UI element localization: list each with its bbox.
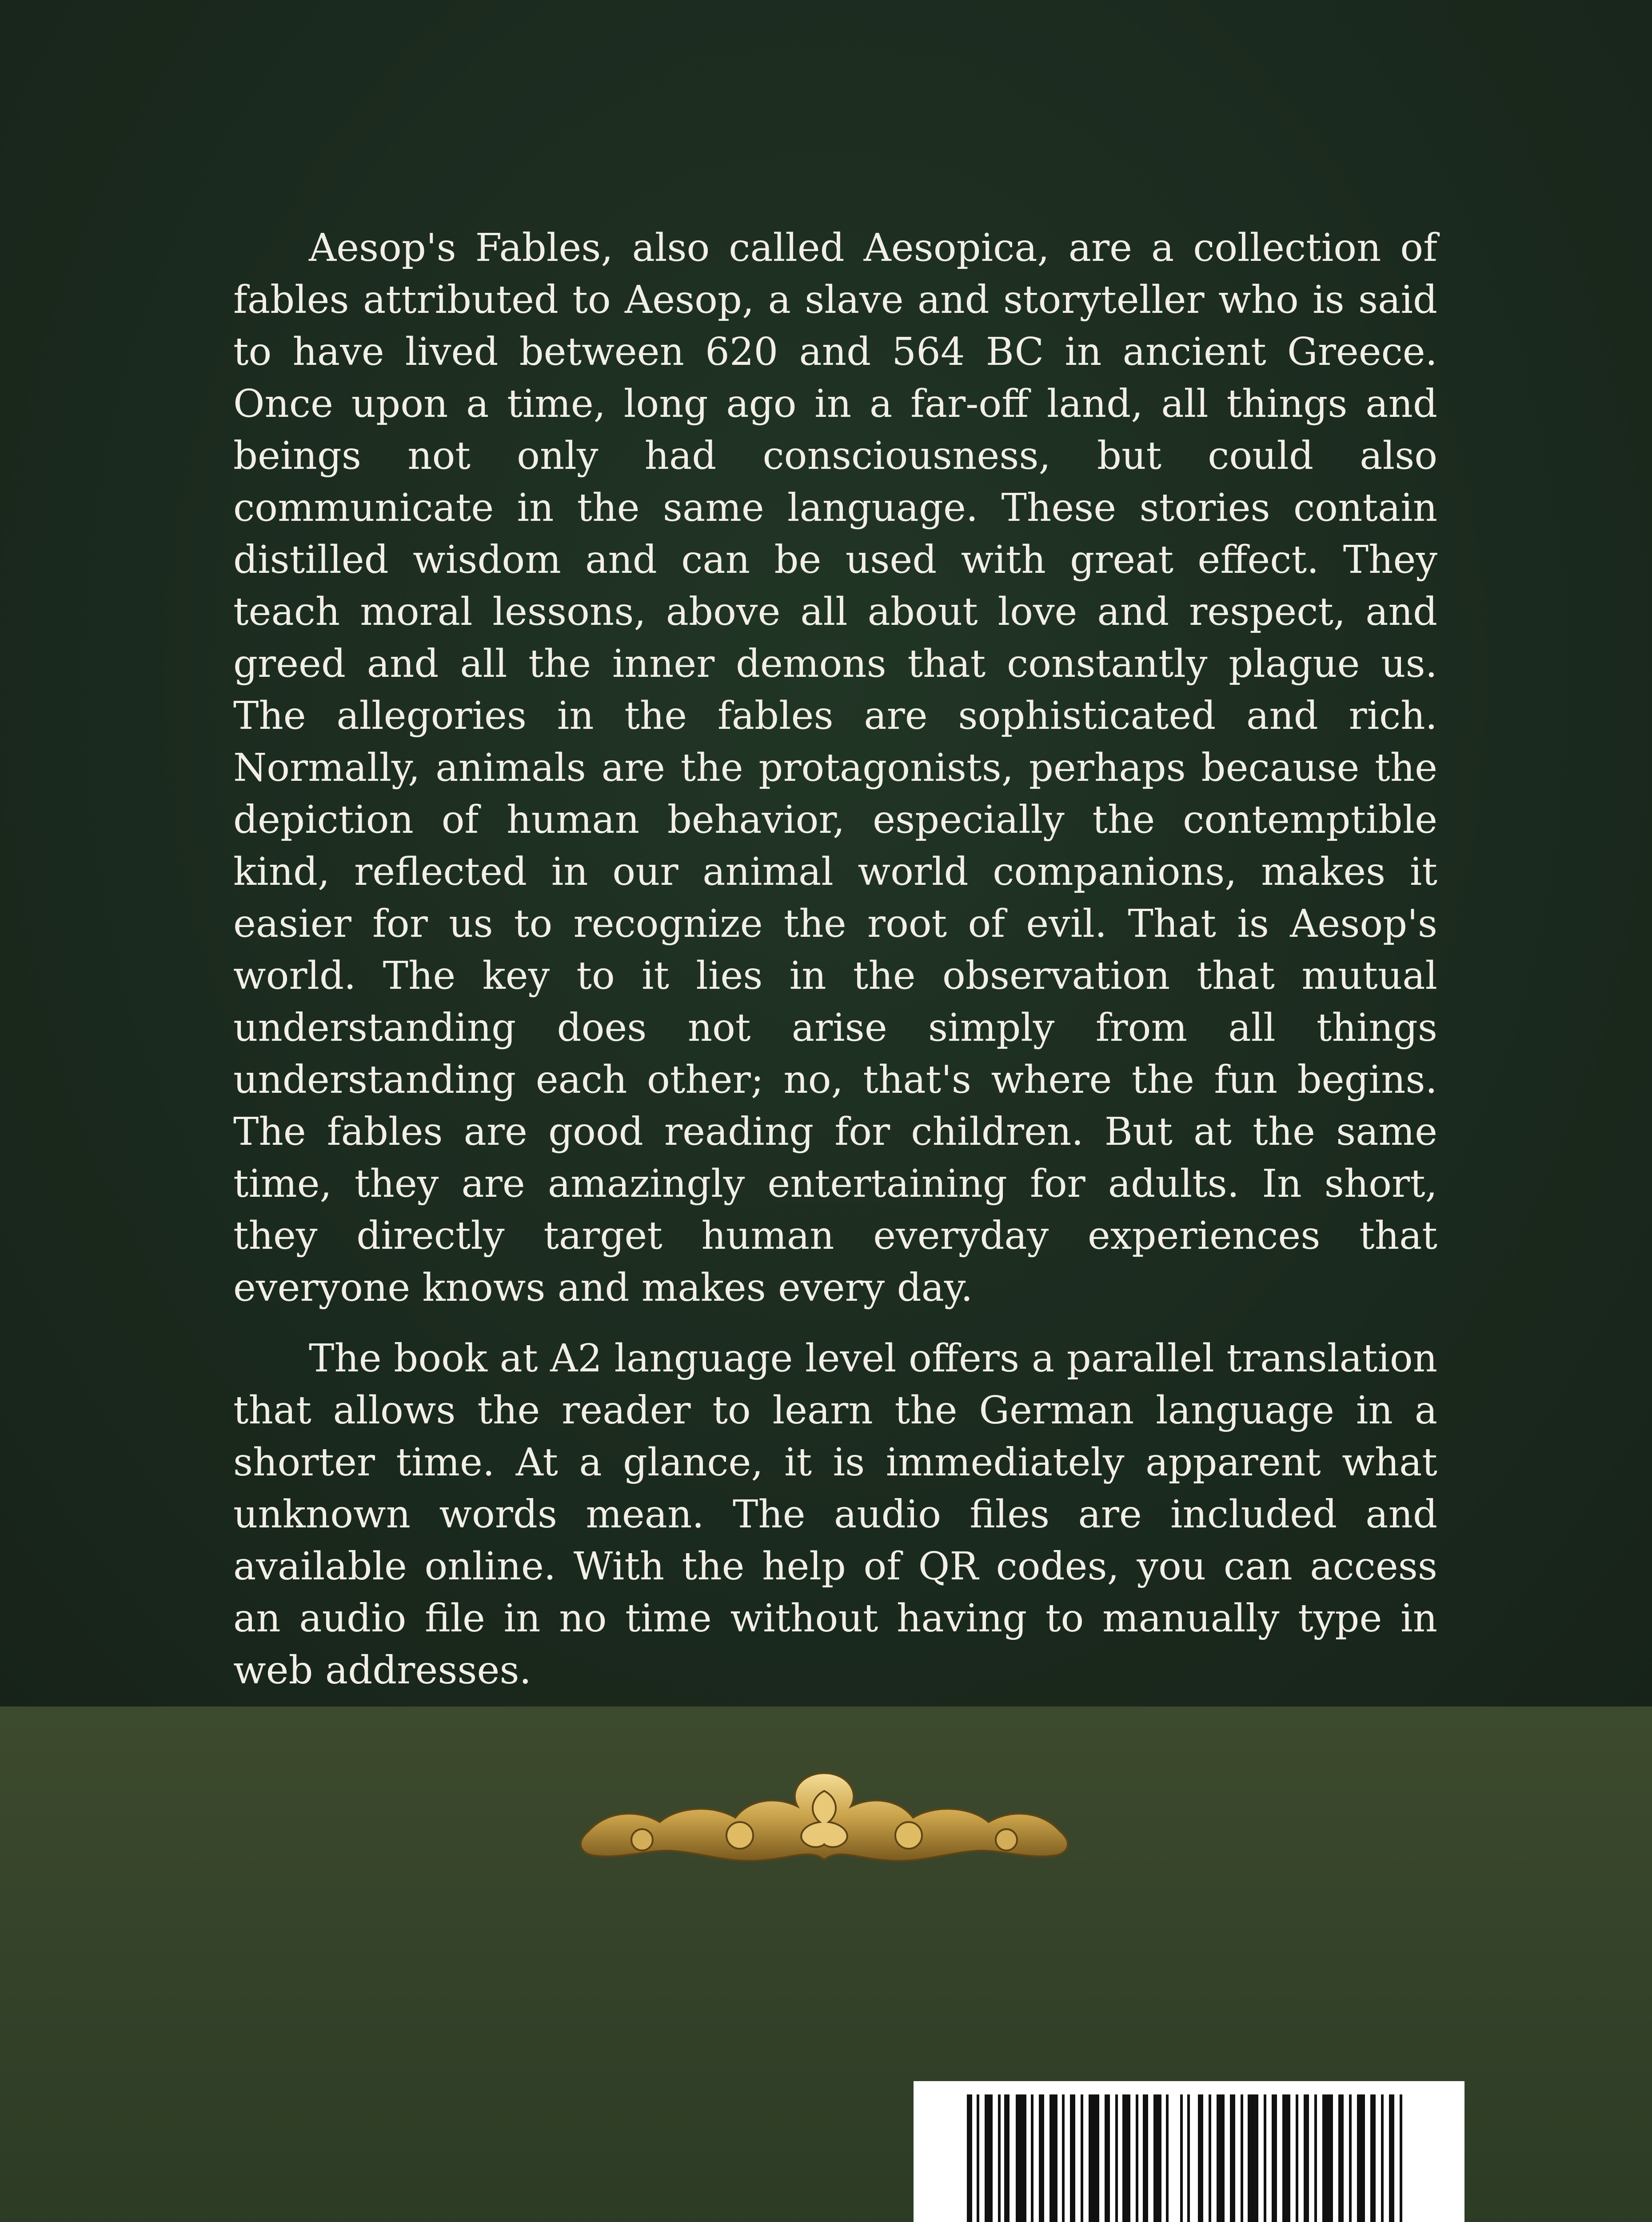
gold-scroll-ornament-icon	[562, 1764, 1086, 1884]
blurb-text	[233, 222, 1437, 1697]
barcode-bars	[914, 2081, 1464, 2222]
blurb-paragraph-1: Aesop's Fables, also called Aesopica, are a collection of fables attributed to Aesop, a slave and storyteller who is said to have lived between 620 and 564 BC in ancient Greece. Once upon a time, long ago in a far-off land, all things and beings not only had consciousness, but could also communicate in the same language. These stories contain distilled wisdom and can be used with great effect. They teach moral lessons, above all about love and respect, and greed and all the inner demons that constantly plague us. The allegories in the fables are sophisticated and rich. Normally, animals are the protagonists, perhaps because the depiction of human behavior, especially the contemptible kind, reflected in our animal world companions, makes it easier for us to recognize the root of evil. That is Aesop's world. The key to it lies in the observation that mutual understanding does not arise simply from all things understanding each other; no, that's where the fun begins. The fables are good reading for children. But at the same time, they are amazingly entertaining for adults. In short, they directly target human everyday experiences that everyone knows and makes every day.	[233, 226, 1437, 1310]
blurb-paragraph-2: The book at A2 language level offers a parallel translation that allows the reader to learn the German language in a shorter time. At a glance, it is immediately apparent what unknown words mean. The audio files are included and available online. With the help of QR codes, you can access an audio file in no time without having to manually type in web addresses.	[233, 1336, 1437, 1693]
isbn-barcode	[914, 2081, 1464, 2222]
